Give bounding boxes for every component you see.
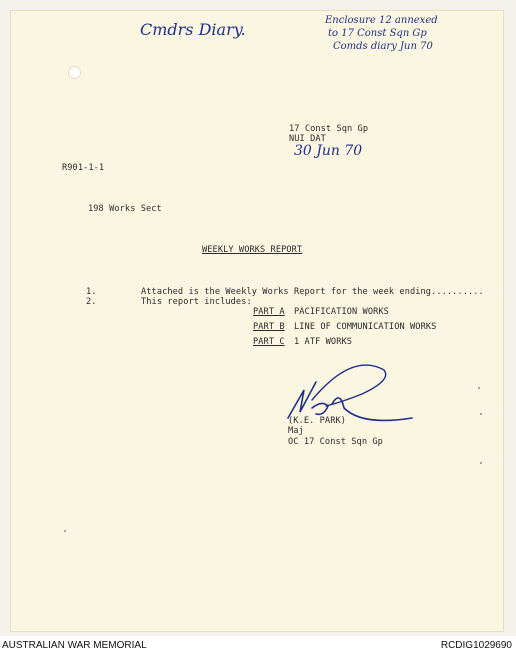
part-b-text: LINE OF COMMUNICATION WORKS [294, 322, 437, 332]
item-text-2: This report includes: [141, 297, 252, 307]
document-page [10, 10, 504, 632]
handwritten-enclosure-note [325, 14, 438, 53]
report-title: WEEKLY WORKS REPORT [202, 245, 303, 255]
item-number-1: 1. [86, 287, 97, 297]
location: NUI DAT [289, 134, 326, 144]
item-text-1: Attached is the Weekly Works Report for the week ending.......... [141, 287, 484, 297]
unit-name: 17 Const Sqn Gp [289, 124, 369, 134]
enclosure-line-2: to 17 Const Sqn Gp [328, 28, 427, 39]
part-a-label: PART A [253, 307, 285, 317]
paper-speck [64, 530, 66, 532]
file-reference: R901-1-1 [62, 163, 105, 173]
part-c-text: 1 ATF WORKS [294, 337, 353, 347]
signatory-rank: Maj [288, 426, 304, 436]
archive-footer [0, 636, 516, 654]
enclosure-line-1: Enclosure 12 annexed [325, 15, 438, 26]
handwritten-date: 30 Jun 70 [294, 143, 363, 159]
item-number-2: 2. [86, 297, 97, 307]
paper-speck [480, 413, 482, 415]
footer-id: RCDIG1029690 [440, 640, 512, 651]
handwritten-cmdrs-diary: Cmdrs Diary. [140, 20, 246, 39]
signatory-name: (K.E. PARK) [288, 416, 347, 426]
enclosure-line-3: Comds diary Jun 70 [333, 41, 433, 52]
footer-source: AUSTRALIAN WAR MEMORIAL [2, 640, 147, 651]
addressee: 198 Works Sect [88, 204, 162, 214]
paper-speck [478, 387, 480, 389]
part-b-label: PART B [253, 322, 285, 332]
part-a-text: PACIFICATION WORKS [294, 307, 389, 317]
part-c-label: PART C [253, 337, 285, 347]
paper-speck [480, 462, 482, 464]
signatory-appointment: OC 17 Const Sqn Gp [288, 437, 383, 447]
punch-hole [69, 67, 80, 78]
